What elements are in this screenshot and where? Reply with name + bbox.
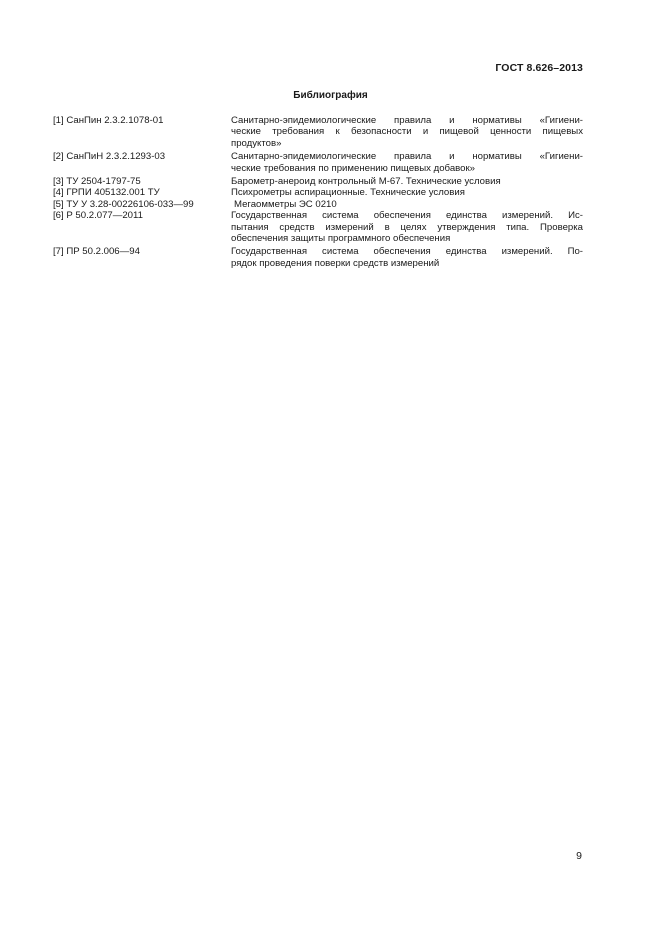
entry-reference: [6] Р 50.2.077—2011 <box>53 210 143 222</box>
description-line: Санитарно-эпидемиологические правила и нормативы «Гигиени- <box>231 115 583 126</box>
entry-description <box>231 115 583 149</box>
page-number: 9 <box>576 850 582 862</box>
description-line: Психрометры аспирационные. Технические условия <box>231 187 465 199</box>
entry-reference: [7] ПР 50.2.006—94 <box>53 246 140 258</box>
entry-reference: [3] ТУ 2504-1797-75 <box>53 176 141 188</box>
entry-reference: [1] СанПин 2.3.2.1078-01 <box>53 115 164 126</box>
bibliography-entry <box>53 246 583 269</box>
entry-reference: [4] ГРПИ 405132.001 ТУ <box>53 187 160 199</box>
bibliography-entry <box>53 199 583 210</box>
description-line: пытания средств измерений в целях утверждения типа. Проверка <box>231 221 583 233</box>
entry-description <box>231 151 583 174</box>
bibliography-entry <box>53 176 583 187</box>
page-title: Библиография <box>293 90 368 101</box>
description-line: ческие требования по применению пищевых добавок» <box>231 162 476 174</box>
entry-description <box>231 246 583 269</box>
description-line: обеспечения защиты программного обеспечения <box>231 233 451 245</box>
bibliography-entry <box>53 187 583 198</box>
entry-description <box>231 199 583 210</box>
description-line: рядок проведения поверки средств измерений <box>231 257 440 269</box>
description-line: Мегаомметры ЭС 0210 <box>234 198 337 210</box>
description-line: Санитарно-эпидемиологические правила и нормативы «Гигиени- <box>231 151 583 163</box>
bibliography-entry <box>53 210 583 244</box>
entry-description <box>231 176 583 187</box>
standard-id: ГОСТ 8.626–2013 <box>495 62 583 74</box>
bibliography-entry <box>53 151 583 174</box>
bibliography-entry <box>53 115 583 149</box>
entry-description <box>231 210 583 244</box>
description-line: продуктов» <box>231 137 282 149</box>
description-line: ческие требования к безопасности и пищевой ценности пищевых <box>231 126 583 138</box>
entry-reference: [5] ТУ У 3.28-00226106-033—99 <box>53 198 194 210</box>
entry-description <box>231 187 583 198</box>
description-line: Государственная система обеспечения единства измерений. Ис- <box>231 210 583 222</box>
description-line: Государственная система обеспечения единства измерений. По- <box>231 246 583 258</box>
entry-reference: [2] СанПиН 2.3.2.1293-03 <box>53 151 166 163</box>
bibliography-list <box>53 115 583 269</box>
description-line: Барометр-анероид контрольный М-67. Технические условия <box>231 176 501 188</box>
